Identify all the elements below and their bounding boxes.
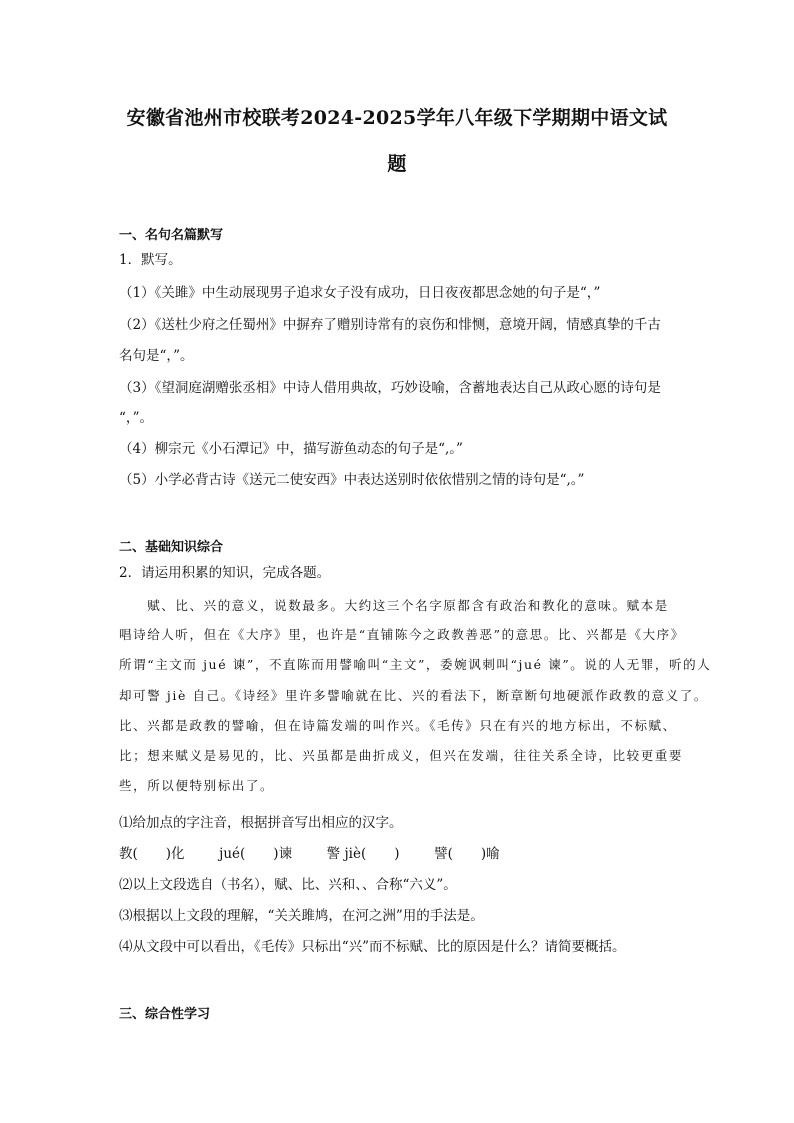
q1-item-2: （2）《送杜少府之任蜀州》中摒弃了赠别诗常有的哀伤和悱恻，意境开阔，情感真挚的千古 [119, 317, 661, 333]
section-2-heading: 二、基础知识综合 [119, 540, 224, 555]
pinyin-item-2-open: jué( [219, 846, 246, 862]
question-1-label: 1．默写。 [119, 252, 182, 268]
q1-item-1: （1）《关雎》中生动展现男子追求女子没有成功，日日夜夜都思念她的句子是“，” [119, 285, 601, 301]
q1-item-2-cont: 名句是“，”。 [119, 348, 194, 364]
pinyin-item-3-close: ) [394, 846, 400, 862]
q1-item-3: （3）《望洞庭湖赠张丞相》中诗人借用典故，巧妙设喻，含蓄地表达自己从政心愿的诗句是 [119, 380, 661, 396]
pinyin-item-4-open: 譬( [434, 846, 453, 862]
passage-line-3: 所谓“主文而 jué 谏”，不直陈而用譬喻叫“主文”，委婉讽刺叫“jué 谏”。说的人无罪，听的人 [119, 657, 712, 672]
q2-sub-4: ⑷从文段中可以看出，《毛传》只标出“兴”而不标赋、比的原因是什么？请简要概括。 [119, 939, 626, 955]
pinyin-item-1-open: 教( [119, 846, 138, 862]
q1-item-4: （4）柳宗元《小石潭记》中，描写游鱼动态的句子是“,。” [119, 441, 463, 457]
section-3-heading: 三、综合性学习 [119, 1007, 211, 1022]
q2-sub-3: ⑶根据以上文段的理解，“关关雎鸠，在河之洲”用的手法是。 [119, 908, 484, 924]
passage-line-5: 比、兴都是政教的譬喻，但在诗篇发端的叫作兴。《毛传》只在有兴的地方标出，不标赋、 [119, 718, 677, 733]
passage-line-2: 唱诗给人听，但在《大序》里，也许是“直铺陈今之政教善恶”的意思。比、兴都是《大序》 [119, 627, 685, 642]
passage-line-7: 些，所以便特别标出了。 [119, 778, 275, 793]
pinyin-item-2-close: )谏 [273, 846, 293, 862]
q2-sub-1: ⑴给加点的字注音，根据拼音写出相应的汉字。 [119, 815, 403, 831]
question-2-label: 2．请运用积累的知识，完成各题。 [119, 565, 331, 581]
q1-item-3-cont: “，”。 [119, 410, 154, 426]
document-title [110, 95, 684, 187]
passage-line-6: 比；想来赋义是易见的，比、兴虽都是曲折成义，但兴在发端，往往关系全诗，比较更重要 [119, 748, 684, 763]
title-line-1: 安徽省池州市校联考2024-2025学年八年级下学期期中语文试 [126, 107, 668, 129]
passage-line-1: 赋、比、兴的意义，说数最多。大约这三个名字原都含有政治和教化的意味。赋本是 [119, 598, 669, 613]
section-1-heading: 一、名句名篇默写 [119, 228, 224, 243]
pinyin-item-3-open: 警 jiè( [326, 846, 367, 862]
pinyin-item-4-close: )喻 [480, 846, 500, 862]
title-line-2: 题 [387, 153, 407, 175]
pinyin-item-1-close: )化 [165, 846, 185, 862]
q1-item-5: （5）小学必背古诗《送元二使安西》中表达送别时依依惜别之情的诗句是“,。” [119, 472, 585, 488]
passage-line-4: 却可警 jiè 自己。《诗经》里许多譬喻就在比、兴的看法下，断章断句地硬派作政教的意义了。 [119, 688, 708, 703]
q2-sub-2: ⑵以上文段选自（书名），赋、比、兴和、、合称“六义”。 [119, 877, 457, 893]
pinyin-row [119, 842, 539, 862]
